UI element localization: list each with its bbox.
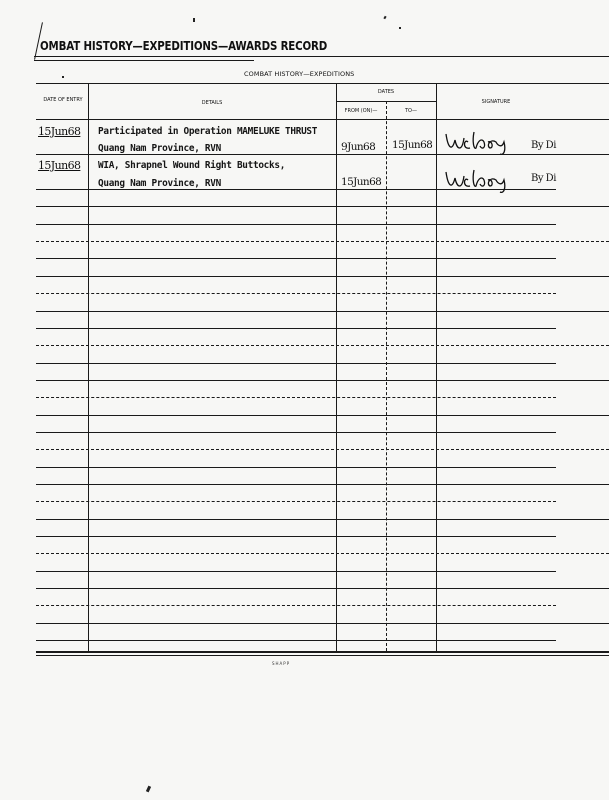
form-row-rule <box>36 501 556 502</box>
rule-details-left <box>88 84 89 651</box>
header-bottom-rule <box>36 119 609 120</box>
form-row-rule <box>36 363 556 364</box>
section-title: COMBAT HISTORY—EXPEDITIONS <box>244 70 355 78</box>
entry-to-date: 15Jun68 <box>392 139 433 151</box>
entry-details-line2: Quang Nam Province, RVN <box>98 143 221 154</box>
rule-from-to <box>386 101 387 651</box>
col-from: FROM (ON)— <box>344 108 378 114</box>
scan-speck <box>146 786 151 793</box>
form-row-rule <box>36 640 556 641</box>
form-row-rule <box>36 206 609 207</box>
form-row-rule <box>36 588 609 589</box>
form-row-rule <box>36 605 556 606</box>
rule-signature-left <box>436 84 437 651</box>
form-row-rule <box>36 571 556 572</box>
entry-details-line1: WIA, Shrapnel Wound Right Buttocks, <box>98 160 286 171</box>
form-row-rule <box>36 345 609 346</box>
col-details: DETAILS <box>201 100 223 106</box>
form-row-rule <box>36 467 556 468</box>
bottom-rule-2 <box>36 655 609 656</box>
rule-details-right <box>336 84 337 651</box>
form-row-rule <box>36 311 609 312</box>
col-signature: SIGNATURE <box>481 99 511 105</box>
form-row-rule <box>36 415 609 416</box>
form-row-rule <box>36 328 556 329</box>
form-row-rule <box>36 380 609 381</box>
entry-details-line2: Quang Nam Province, RVN <box>98 178 221 189</box>
form-row-rule <box>36 224 556 225</box>
form-row-rule <box>36 449 609 450</box>
signature-image <box>442 128 532 158</box>
footer-mark: SHAPP <box>272 661 291 666</box>
scan-speck <box>383 16 386 20</box>
form-row-rule <box>36 432 556 433</box>
form-row-rule <box>36 484 609 485</box>
form-row-rule <box>36 536 556 537</box>
entry-date: 15Jun68 <box>38 125 81 138</box>
form-row-rule <box>36 241 609 242</box>
scan-speck <box>399 27 401 29</box>
signature-image <box>442 166 532 196</box>
form-row-rule <box>36 623 609 624</box>
entry-from-date: 15Jun68 <box>341 176 382 188</box>
title-rule <box>34 56 609 57</box>
scan-speck <box>62 76 64 78</box>
col-date-of-entry: DATE OF ENTRY <box>43 97 83 103</box>
signed-by-label: By Di <box>531 140 556 151</box>
form-row-rule <box>36 553 609 554</box>
form-row-rule <box>36 519 609 520</box>
entry-from-date: 9Jun68 <box>341 141 376 153</box>
form-row-rule <box>36 397 556 398</box>
form-row-rule <box>36 293 556 294</box>
col-dates: DATES <box>377 89 395 95</box>
form-row-rule <box>36 258 556 259</box>
col-to: TO— <box>405 108 417 114</box>
scan-speck <box>193 18 195 22</box>
bottom-rule <box>36 651 609 653</box>
form-title: OMBAT HISTORY—EXPEDITIONS—AWARDS RECORD <box>40 38 328 53</box>
title-rule-lower <box>34 60 254 61</box>
form-row-rule <box>36 276 609 277</box>
signed-by-label: By Di <box>531 173 556 184</box>
header-top-rule <box>36 83 609 84</box>
entry-date: 15Jun68 <box>38 159 81 172</box>
entry-details-line1: Participated in Operation MAMELUKE THRUST <box>98 126 318 137</box>
